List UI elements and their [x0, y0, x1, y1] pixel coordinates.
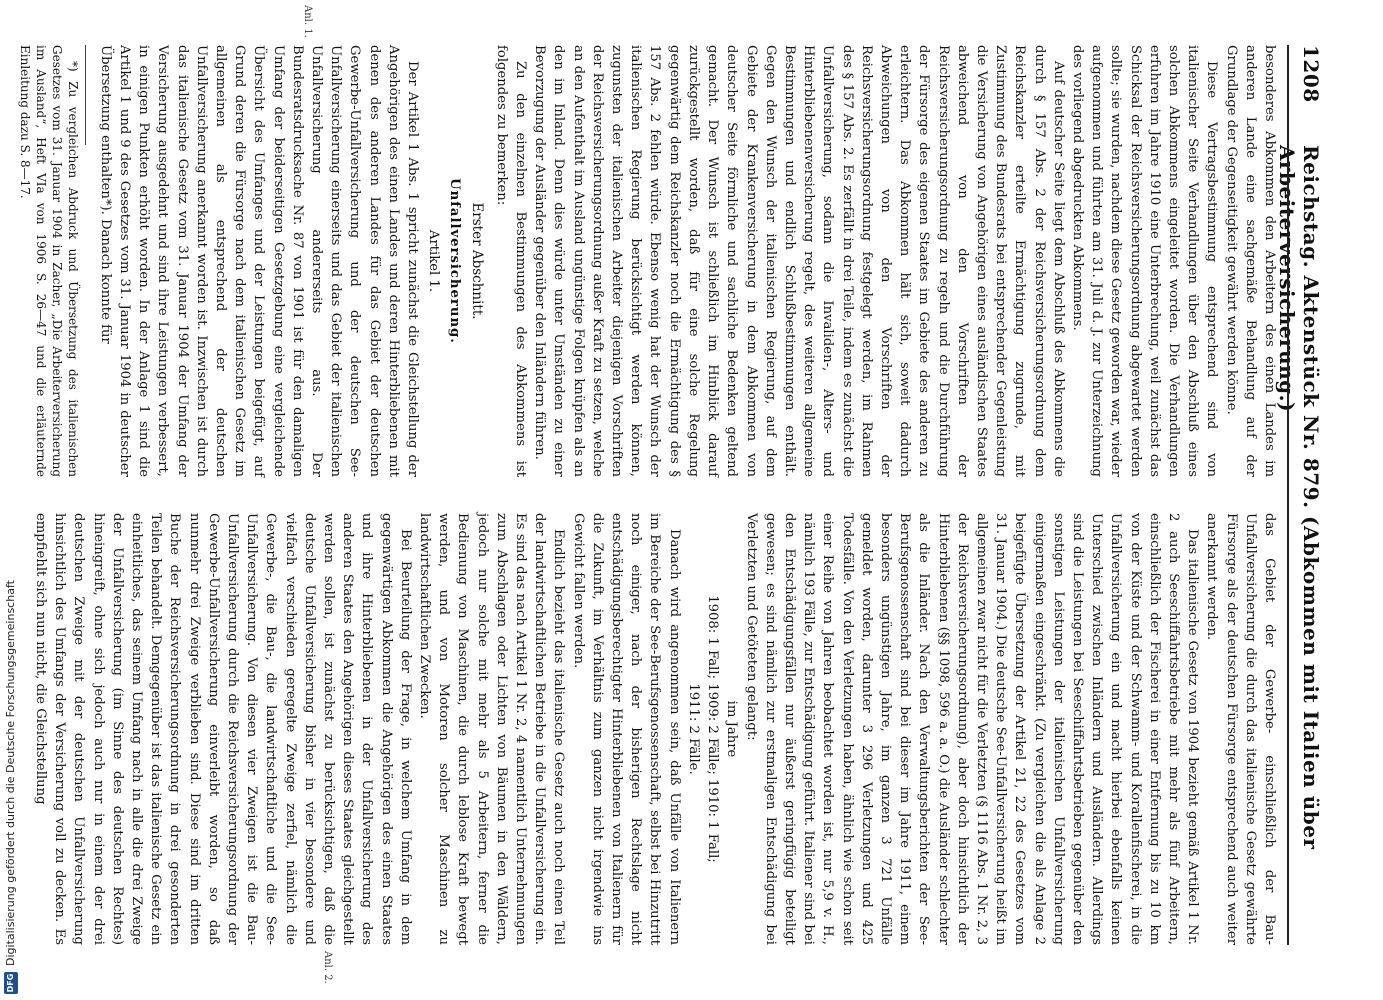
paragraph: Zu den einzelnen Bestimmungen des Abkommens ist folgendes zu bemerken: [493, 45, 529, 477]
paragraph: besonderes Abkommen den Arbeitern des einen Landes im anderen Lande eine sachgemäße Behandlung auf der Grundlage der Gegenseitigkeit gewährt werden könne. [1223, 45, 1277, 477]
margin-note-left: Anl. 1. [302, 5, 313, 38]
footnote: *) Zu vergleichen Abdruck und Übersetzung des italienischen Gesetzes vom 31. Januar 1904 in Zacher, „Die Arbeiterversicherung im Ausland“, Heft VIa von 1906 S. 26—47 und die erläuternde Einleitung dazu S. 8—17. [17, 45, 80, 477]
section-title: Unfallversicherung. [447, 178, 463, 344]
right-column [31, 513, 1279, 945]
page-number: 1208 [1299, 45, 1323, 103]
credit-text: Digitalisierung gefördert durch die Deutsche Forschungsgemeinschaft [4, 580, 17, 966]
header-rule [1287, 45, 1289, 945]
paragraph: Das italienische Gesetz von 1904 bezieht gemäß Artikel 1 Nr. 2 auch Seeschiffahrtsbetriebe mit mehr als fünf Arbeitern, einschließlich der Fischerei in einer Entfernung bis zu 10 km von der Küste und der Schwamm- und Korallenfischerei, in die Unfallversicherung ein und macht hierbei ebenfalls keinen Unterschied zwischen Inländern und Ausländern. Allerdings sind die Leistungen bei Seeschiffahrtsbetrieben gegenüber den sonstigen Leistungen der italienischen Unfallversicherung einigermaßen eingeschränkt. (Zu vergleichen die als Anlage 2 beigefügte Übersetzung der Artikel 21, 22 des Gesetzes vom 31. Januar 1904.) Die deutsche See-Unfallversicherung heißt im allgemeinen zwar nicht für die Verletzten (§ 1116 Abs. 1 Nr. 2, 3 der Reichsversicherungsordnung), aber doch hinsichtlich der Hinterbliebenen (§§ 1098, 596 a. a. O.) die Ausländer schlechter als die Inländer. Nach den Verwaltungsberichten der See-Berufsgenossenschaft sind bei dieser im Jahre 1911, einem besonders ungünstigen Jahre, im ganzen 3 721 Unfälle gemeldet worden, darunter 3 296 Verletzungen und 425 Todesfälle. Von den Verletzungen haben, ähnlich wie schon seit einer Reihe von Jahren beobachtet worden ist, nur 5,9 v. H., nämlich 193 Fälle, zur Entschädigung geführt. Italiener sind bei den Entschädigungsfällen nur äußerst geringfügig beteiligt gewesen; es sind nämlich zur erstmaligen Entschädigung bei Verletzten und Getöteten gelangt: [743, 513, 1201, 945]
paragraph: Danach wird angenommen sein, daß Unfälle von Italienern im Bereiche der See-Berufsgenossenschaft, selbst bei Hinzutritt noch einiger, nach der bisherigen Rechtslage nicht entschädigungsberechtigter Hinterbliebenen von Italienern für die Zukunft, im Verhältnis zum ganzen nicht irgendwie ins Gewicht fallen werden. [570, 513, 682, 945]
dfg-logo: DFG [4, 972, 18, 994]
years-line: 1908: 1 Fall; 1909: 2 Fälle; 1910: 1 Fall; [705, 595, 721, 863]
paragraph: Endlich bezieht das italienische Gesetz auch noch einen Teil der landwirtschaftlichen Betriebe in die Unfallversicherung ein. Es sind das nach Artikel 1 Nr. 2, 4 namentlich Unternehmungen zum Abschlagen oder Lichten von Bäumen in den Wäldern, jedoch nur solche mit mehr als 5 Arbeitern, ferner die Bedienung von Maschinen, die durch leblose Kraft bewegt werden, und von Motoren solcher Maschinen zu landwirtschaftlichen Zwecken. [417, 513, 567, 945]
page-header-title: Reichstag. Aktenstück Nr. 879. (Abkommen mit Italien über Arbeiterversicherung.) [1275, 145, 1323, 850]
paragraph: Bei Beurteilung der Frage, in welchem Umfang in dem gegenwärtigen Abkommen die Angehörigen des einen Staates und ihre Hinterbliebenen in der Unfallversicherung des anderen Staates den Angehörigen dieses Staates gleichgestellt werden sollen, ist zunächst zu berücksichtigen, daß die deutsche Unfallversicherung bisher in vier besondere und vielfach verschieden geregelte Zweige zerfiel, nämlich die Gewerbe-, die Bau-, die landwirtschaftliche und die See-Unfallversicherung. Von diesen vier Zweigen ist die Bau-Unfallversicherung durch die Reichsversicherungsordnung der Gewerbe-Unfallversicherung einverleibt worden, so daß nunmehr drei Zweige verblieben sind. Diese sind im dritten Buche der Reichsversicherungsordnung in drei gesonderten Teilen behandelt. Demgegenüber ist das italienische Gesetz ein einheitliches, das seinem Umfang nach in alle die drei Zweige der Unfallversicherung (im Sinne des deutschen Rechtes) hineingreift, ohne sich jedoch auch nur in einem der drei deutschen Zweige mit der deutschen Unfallversicherung hinsichtlich des Umfangs der Versicherung voll zu decken. Es empfiehlt sich nun nicht, die Gleichstellung [33, 513, 413, 945]
running-head [1275, 45, 1323, 945]
page-content [17, 5, 1323, 984]
paragraph: Auf deutscher Seite liegt dem Abschluß des Abkommens die durch § 157 Abs. 2 der Reichsversicherungsordnung dem Reichskanzler erteilte Ermächtigung zugrunde, mit Zustimmung des Bundesrats bei entsprechender Gegenleistung die Versicherung von Angehörigen eines ausländischen Staates abweichend von den Vorschriften der Reichsversicherungsordnung zu regeln und die Durchführung der Fürsorge des eigenen Staates im Gebiete des anderen zu erleichtern. Das Abkommen hält sich, soweit dadurch Abweichungen von den Vorschriften der Reichsversicherungsordnung festgelegt werden, im Rahmen des § 157 Abs. 2. Es zerfällt in drei Teile, indem es zunächst die Unfallversicherung, sodann die Invaliden-, Alters- und Hinterbliebenenversicherung regelt, des weiteren allgemeine Bestimmungen und endlich Schlußbestimmungen enthält. Gegen den Wunsch der italienischen Regierung, auf dem Gebiete der Krankenversicherung in dem Abkommen von deutscher Seite förmliche und sachliche Bedenken geltend gemacht. Der Wunsch ist schließlich im Hinblick darauf zurückgestellt worden, daß für eine solche Regelung gegenwärtig dem Reichskanzler noch die Ermächtigung des § 157 Abs. 2 fehlen würde. Ebenso wenig hat der Wunsch der italienischen Regierung berücksichtigt werden können, zugunsten der italienischen Arbeiter diejenigen Vorschriften der Reichsversicherungsordnung außer Kraft zu setzen, welche an den Aufenthalt im Ausland ungünstige Folgen knüpfen als an den im Inland. Denn dies würde unter Umständen zu einer Bevorzugung der Ausländer gegenüber den Inländern führen. [532, 45, 1066, 477]
paragraph: das Gebiet der Gewerbe- einschließlich der Bau-Unfallversicherung die durch das italienische Gesetz gewährte Fürsorge als der deutschen Fürsorge entsprechend auch weiter anerkannt werden. [1204, 513, 1277, 945]
years-line: 1911: 2 Fälle. [685, 683, 701, 775]
section-heading: Erster Abschnitt. [468, 202, 485, 320]
paragraph: Diese Vertragsbestimmung entsprechend sind von italienischer Seite Verhandlungen über den Abschluß eines solchen Abkommens eingeleitet worden. Die Verhandlungen erfuhren im Jahre 1910 eine Unterbrechung, weil zunächst das Schicksal der Reichsversicherungsordnung abgewartet werden sollte; sie wurden, nachdem diese Gesetz geworden war, wieder aufgenommen und führten am 31. Juli d. J. zur Unterzeichnung des vorliegend abgedruckten Abkommens. [1069, 45, 1220, 477]
paragraph: Der Artikel 1 Abs. 1 spricht zunächst die Gleichstellung der Angehörigen des einen Landes und deren Hinterbliebenen mit denen des anderen Landes für das Gebiet der deutschen Gewerbe-Unfallversicherung und der deutschen See-Unfallversicherung einerseits und das Gebiet der italienischen Unfallversicherung andererseits aus. Der Bundesratsdrucksache Nr. 87 von 1901 ist für den damaligen Umfang der beiderseitigen Gesetzgebung eine vergleichende Übersicht des Umfanges und der Leistungen beigefügt, auf Grund deren die Fürsorge nach dem italienischen Gesetz im allgemeinen als entsprechend der deutschen Unfallversicherung anerkannt worden ist. Inzwischen ist durch das italienische Gesetz vom 31. Januar 1904 der Umfang der Versicherung ausgedehnt und sind ihre Leistungen verbessert, in einigen Punkten erhöht worden. In der Anlage 1 sind die Artikel 1 und 9 des Gesetzes vom 31. Januar 1904 in deutscher Übersetzung enthalten*). Danach konnte für [97, 45, 421, 477]
digitization-credit [0, 0, 22, 1000]
left-column [17, 45, 1279, 477]
footnote-rule [85, 45, 86, 145]
years-intro: im Jahre [724, 700, 740, 758]
article-heading: Artikel 1. [426, 229, 442, 293]
margin-note-right: Anl. 2. [322, 951, 333, 984]
